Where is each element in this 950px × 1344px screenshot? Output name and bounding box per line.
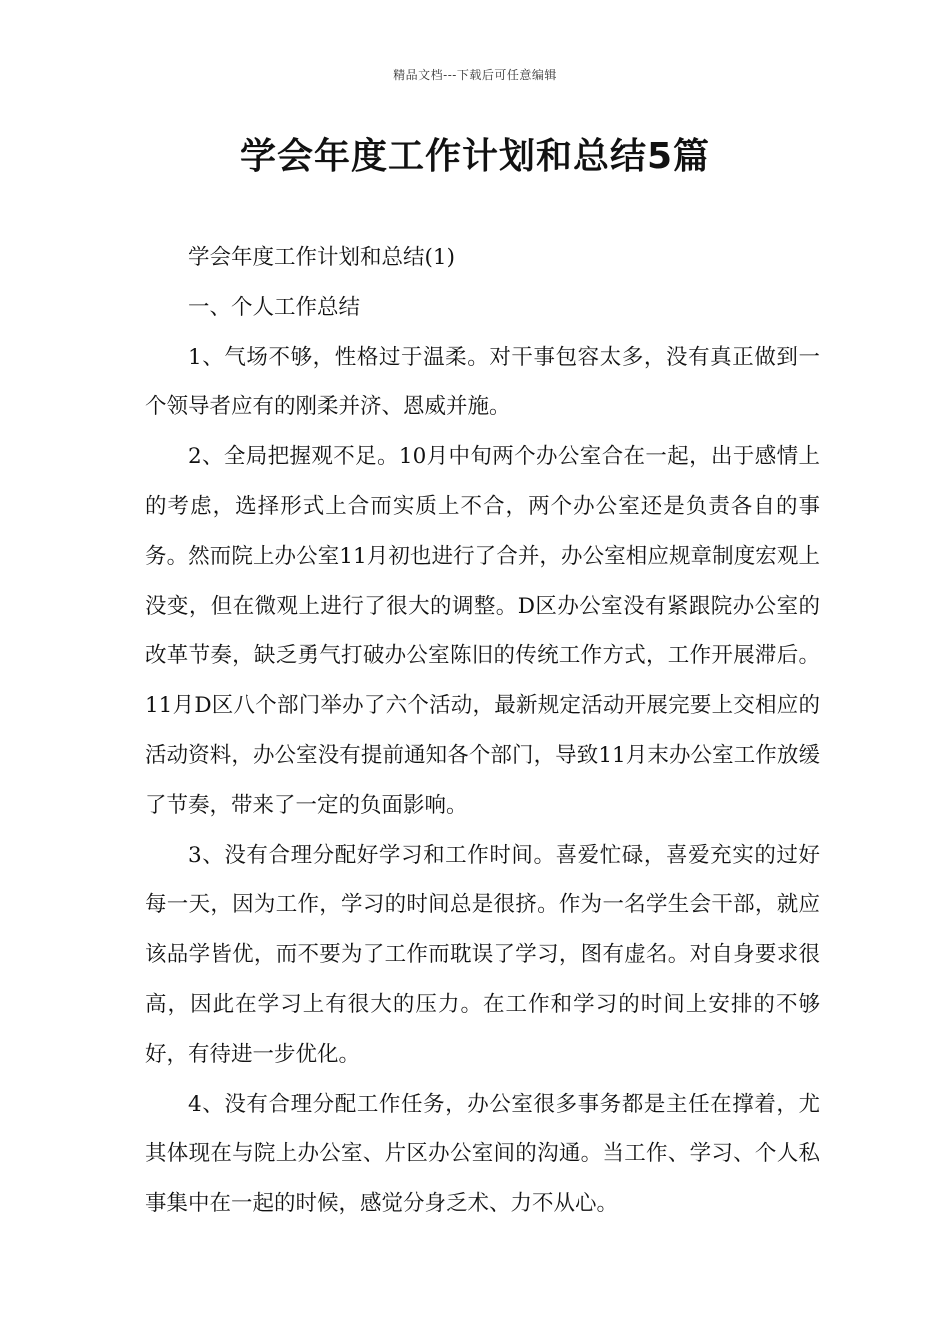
paragraph-1: 1、气场不够，性格过于温柔。对干事包容太多，没有真正做到一个领导者应有的刚柔并济、恩威并施。: [145, 344, 820, 420]
header-note: 精品文档---下载后可任意编辑: [393, 68, 557, 82]
paragraph-4: 4、没有合理分配工作任务，办公室很多事务都是主任在撑着，尤其体现在与院上办公室、片区办公室间的沟通。当工作、学习、个人私事集中在一起的时候，感觉分身乏术、力不从心。: [145, 1091, 820, 1217]
paragraph-3: 3、没有合理分配好学习和工作时间。喜爱忙碌，喜爱充实的过好每一天，因为工作，学习的时间总是很挤。作为一名学生会干部，就应该品学皆优，而不要为了工作而耽误了学习，图有虚名。对自身要求很高，因此在学习上有很大的压力。在工作和学习的时间上安排的不够好，有待进一步优化。: [145, 842, 820, 1067]
document-subtitle: 学会年度工作计划和总结(1): [188, 245, 455, 270]
document-body: [145, 233, 820, 1229]
paragraph-2: 2、全局把握观不足。10月中旬两个办公室合在一起，出于感情上的考虑，选择形式上合而实质上不合，两个办公室还是负责各自的事务。然而院上办公室11月初也进行了合并，办公室相应规章制度宏观上没变，但在微观上进行了很大的调整。D区办公室没有紧跟院办公室的改革节奏，缺乏勇气打破办公室陈旧的传统工作方式，工作开展滞后。11月D区八个部门举办了六个活动，最新规定活动开展完要上交相应的活动资料，办公室没有提前通知各个部门，导致11月末办公室工作放缓了节奏，带来了一定的负面影响。: [145, 444, 820, 818]
document-title: 学会年度工作计划和总结5篇: [239, 136, 711, 177]
section-heading: 一、个人工作总结: [188, 294, 361, 320]
